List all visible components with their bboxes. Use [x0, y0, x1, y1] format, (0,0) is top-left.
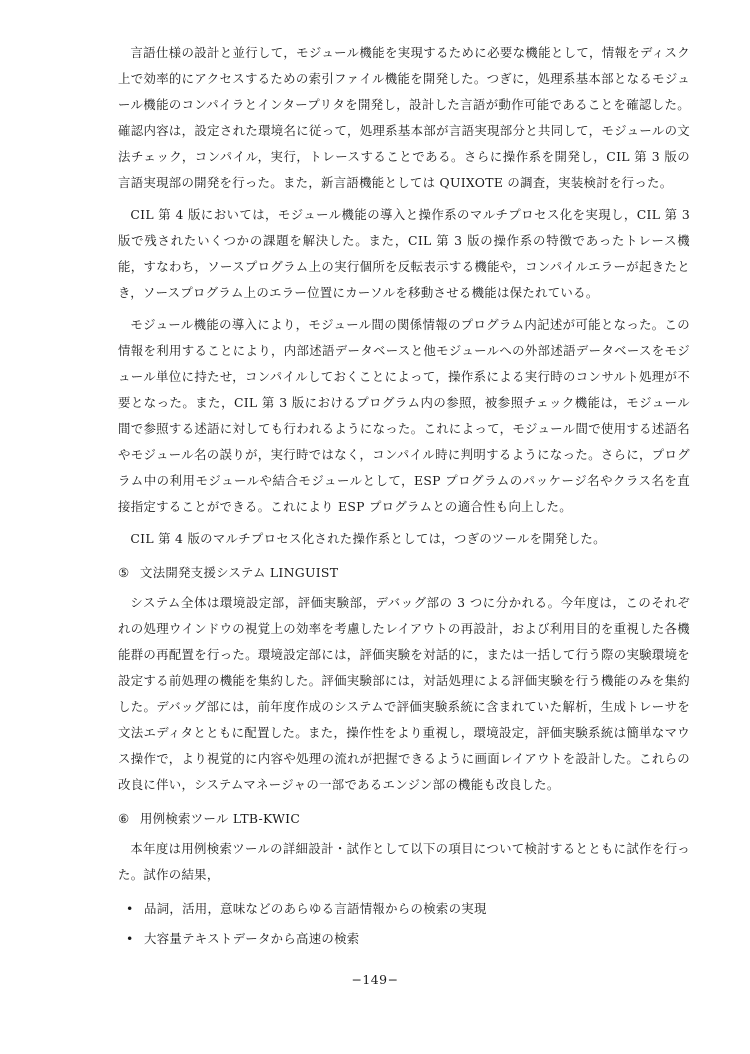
section-6-number: ⑥ [118, 811, 130, 826]
section-5-paragraph: システム全体は環境設定部，評価実験部，デバッグ部の 3 つに分かれる。今年度は，このそれぞれの処理ウインドウの視覚上の効率を考慮したレイアウトの再設計，および利用目的を重視した各機能群の再配置を行った。環境設定部には，評価実験を対話的に，または一括して行う際の実験環境を設定する前処理の機能を集約した。評価実験部には，対話処理による評価実験を行う機能のみを集約した。デバッグ部には，前年度作成のシステムで評価実験系統に含まれていた解析，生成トレーサを文法エディタとともに配置した。また，操作性をより重視し，環境設定，評価実験系統は簡単なマウス操作で，より視覚的に内容や処理の流れが把握できるように画面レイアウトを設計した。これらの改良に伴い，システムマネージャの一部であるエンジン部の機能も改良した。 [118, 595, 690, 792]
page-number: −149− [351, 972, 399, 987]
section-6-heading [118, 806, 690, 832]
paragraph-cil4: CIL 第 4 版においては，モジュール機能の導入と操作系のマルチプロセス化を実現し，CIL 第 3 版で残されたいくつかの課題を解決した。また，CIL 第 3 版の操作系の特徴であったトレース機能，すなわち，ソースプログラム上の実行個所を反転表示する機能や，コンパイルエラーが起きたとき，ソースプログラム上のエラー位置にカーソルを移動させる機能は保たれている。 [118, 207, 690, 300]
list-item-text: 品詞，活用，意味などのあらゆる言語情報からの検索の実現 [144, 901, 487, 916]
section-5-number: ⑤ [118, 565, 130, 580]
bullet-icon: • [126, 901, 134, 916]
section-6-paragraph: 本年度は用例検索ツールの詳細設計・試作として以下の項目について検討するとともに試作を行った。試作の結果， [118, 841, 690, 882]
paragraph-intro: 言語仕様の設計と並行して，モジュール機能を実現するために必要な機能として，情報をディスク上で効率的にアクセスするための索引ファイル機能を開発した。つぎに，処理系基本部となるモジュール機能のコンパイラとインタープリタを開発し，設計した言語が動作可能であることを確認した。確認内容は，設定された環境名に従って，処理系基本部が言語実現部分と共同して，モジュールの文法チェック，コンパイル，実行，トレースすることである。さらに操作系を開発し，CIL 第 3 版の言語実現部の開発を行った。また，新言語機能としては QUIXOTE の調査，実装検討を行った。 [118, 45, 690, 190]
list-item [126, 924, 690, 954]
section-5-title: 文法開発支援システム LINGUIST [140, 565, 339, 580]
section-6-title: 用例検索ツール LTB-KWIC [140, 811, 301, 826]
list-item [126, 894, 690, 924]
paragraph-module: モジュール機能の導入により，モジュール間の関係情報のプログラム内記述が可能となった。この情報を利用することにより，内部述語データベースと他モジュールへの外部述語データベースをモジュール単位に持たせ，コンパイルしておくことによって，操作系による実行時のコンサルト処理が不要となった。また，CIL 第 3 版におけるプログラム内の参照，被参照チェック機能は，モジュール間で参照する述語に対しても行われるようになった。これによって，モジュール間で使用する述語名やモジュール名の誤りが，実行時ではなく，コンパイル時に判明するようになった。さらに，プログラム中の利用モジュールや結合モジュールとして，ESP プログラムのパッケージ名やクラス名を直接指定することができる。これにより ESP プログラムとの適合性も向上した。 [118, 317, 690, 514]
list-item-text: 大容量テキストデータから高速の検索 [144, 931, 360, 946]
paragraph-tools-lead: CIL 第 4 版のマルチプロセス化された操作系としては，つぎのツールを開発した。 [130, 531, 606, 546]
bullet-icon: • [126, 931, 134, 946]
section-5-heading [118, 560, 690, 586]
section-6-bullet-list [118, 894, 690, 954]
